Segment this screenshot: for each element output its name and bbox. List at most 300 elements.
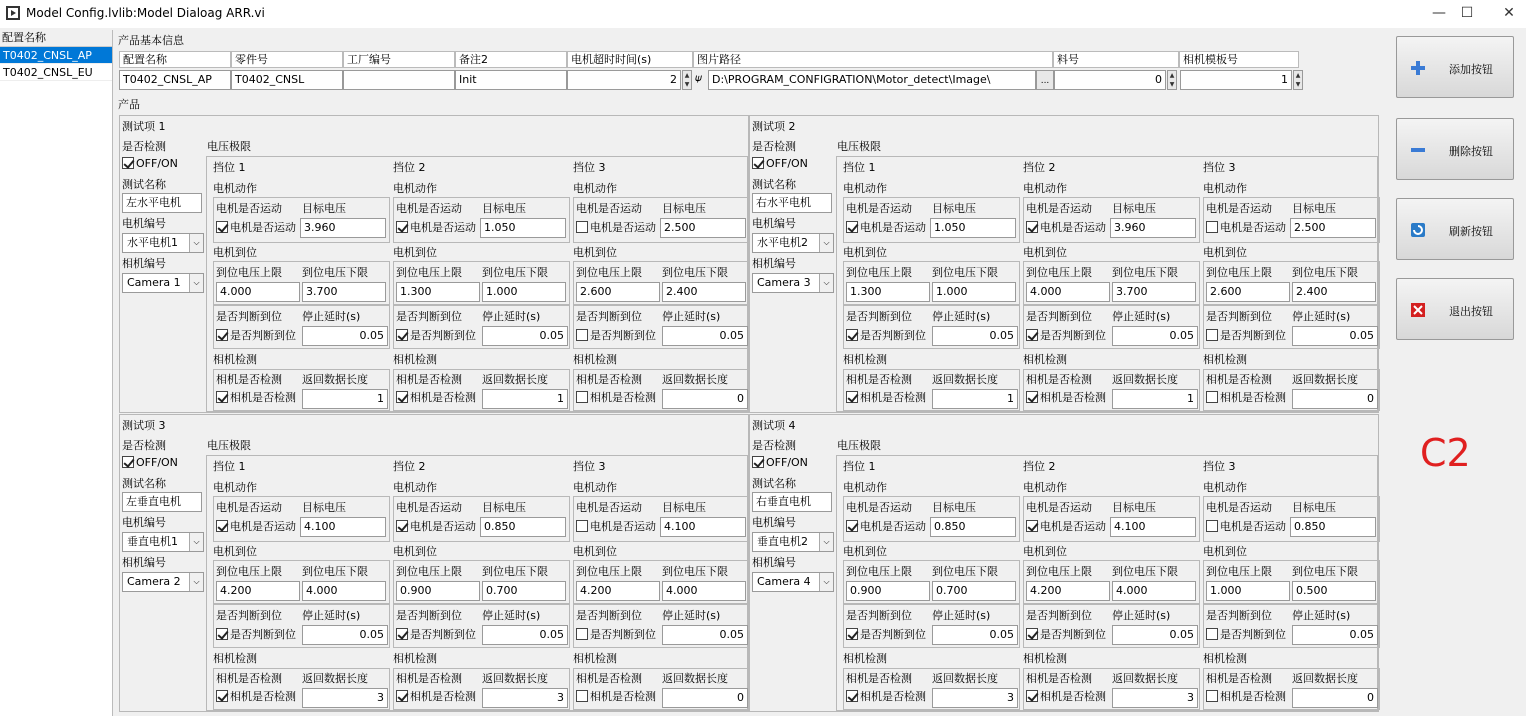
target-voltage-label: 目标电压 xyxy=(662,202,706,215)
test-block xyxy=(119,414,749,712)
window-title: Model Config.lvlib:Model Dialoag ARR.vi xyxy=(26,6,265,20)
target-voltage-field[interactable]: 1.050 xyxy=(480,218,566,238)
minimize-button[interactable]: — xyxy=(1432,5,1446,21)
enable-checkbox-box[interactable] xyxy=(122,456,134,468)
move-checkbox-box[interactable] xyxy=(1026,520,1038,532)
gear-title: 挡位 2 xyxy=(393,161,426,174)
gear-title: 挡位 2 xyxy=(1023,460,1056,473)
cam-checkbox-box[interactable] xyxy=(1026,391,1038,403)
config-list-item[interactable]: T0402_CNSL_AP xyxy=(0,47,112,64)
cam-checkbox[interactable] xyxy=(1026,689,1106,705)
refresh-button-label: 刷新按钮 xyxy=(1449,225,1493,238)
part-no-field[interactable]: T0402_CNSL xyxy=(231,70,343,90)
cam-check-group xyxy=(843,668,1020,710)
judge-group xyxy=(1023,604,1200,648)
cam-no-label: 相机编号 xyxy=(752,257,796,270)
judge-checkbox-box[interactable] xyxy=(846,628,858,640)
move-checkbox[interactable] xyxy=(1206,519,1286,535)
judge-checkbox-box[interactable] xyxy=(216,628,228,640)
target-voltage-label: 目标电压 xyxy=(1112,202,1156,215)
stop-delay-field[interactable]: 0.05 xyxy=(1112,326,1198,346)
lower-label: 到位电压下限 xyxy=(662,266,728,279)
cam-template-field[interactable]: 1 xyxy=(1180,70,1292,90)
judge-checkbox[interactable] xyxy=(846,627,926,643)
move-checkbox-label: 电机是否运动 xyxy=(1040,221,1106,234)
material-field[interactable]: 0 xyxy=(1054,70,1166,90)
lower-voltage-field[interactable]: 2.400 xyxy=(1292,282,1376,302)
move-checkbox-box[interactable] xyxy=(576,221,588,233)
judge-label: 是否判断到位 xyxy=(1026,609,1092,622)
cam-checkbox-label: 相机是否检测 xyxy=(1220,690,1286,703)
return-length-field[interactable]: 0 xyxy=(662,389,748,409)
chevron-down-icon[interactable]: ⌵ xyxy=(819,573,833,591)
lower-label: 到位电压下限 xyxy=(932,266,998,279)
stop-delay-field[interactable]: 0.05 xyxy=(302,326,388,346)
chevron-down-icon[interactable]: ⌵ xyxy=(819,274,833,292)
upper-voltage-field[interactable]: 0.900 xyxy=(396,581,480,601)
enable-checkbox-box[interactable] xyxy=(122,157,134,169)
move-checkbox[interactable] xyxy=(846,519,926,535)
cam-check-label: 相机检测 xyxy=(1023,353,1067,366)
cam-check-label: 相机检测 xyxy=(393,353,437,366)
motor-action-group xyxy=(213,197,390,243)
cam-checkbox[interactable] xyxy=(846,689,926,705)
add-button[interactable] xyxy=(1396,36,1514,98)
upper-label: 到位电压上限 xyxy=(846,266,912,279)
cam-checkbox[interactable] xyxy=(1206,390,1286,406)
gear-title: 挡位 1 xyxy=(843,460,876,473)
config-list-item[interactable]: T0402_CNSL_EU xyxy=(0,64,112,81)
upper-label: 到位电压上限 xyxy=(846,565,912,578)
is-move-label: 电机是否运动 xyxy=(846,501,912,514)
motor-action-group xyxy=(393,496,570,542)
stop-delay-field[interactable]: 0.05 xyxy=(1292,326,1378,346)
ret-len-label: 返回数据长度 xyxy=(302,373,368,386)
upper-voltage-field[interactable]: 4.200 xyxy=(1026,581,1110,601)
move-checkbox-label: 电机是否运动 xyxy=(230,221,296,234)
lower-voltage-field[interactable]: 4.000 xyxy=(1112,581,1196,601)
ret-len-label: 返回数据长度 xyxy=(932,672,998,685)
cam-is-check-label: 相机是否检测 xyxy=(1206,373,1272,386)
enable-checkbox-label: OFF/ON xyxy=(766,157,808,170)
motor-action-group xyxy=(573,197,750,243)
judge-checkbox-box[interactable] xyxy=(396,329,408,341)
gear-title: 挡位 1 xyxy=(213,460,246,473)
judge-label: 是否判断到位 xyxy=(576,609,642,622)
is-move-label: 电机是否运动 xyxy=(396,501,462,514)
move-checkbox[interactable] xyxy=(396,519,476,535)
lower-voltage-field[interactable]: 1.000 xyxy=(482,282,566,302)
move-checkbox-label: 电机是否运动 xyxy=(410,520,476,533)
lower-label: 到位电压下限 xyxy=(662,565,728,578)
delay-label: 停止延时(s) xyxy=(662,310,721,323)
test-name-field[interactable]: 左水平电机 xyxy=(122,193,202,213)
motor-action-group xyxy=(843,496,1020,542)
col-part-no: 零件号 xyxy=(231,51,343,68)
judge-checkbox[interactable] xyxy=(1206,328,1286,344)
move-checkbox[interactable] xyxy=(216,519,296,535)
upper-voltage-field[interactable]: 2.600 xyxy=(576,282,660,302)
judge-checkbox[interactable] xyxy=(396,328,476,344)
upper-label: 到位电压上限 xyxy=(216,266,282,279)
exit-button[interactable] xyxy=(1396,278,1514,340)
timeout-field[interactable]: 2 xyxy=(567,70,681,90)
judge-checkbox[interactable] xyxy=(576,328,656,344)
target-voltage-field[interactable]: 0.850 xyxy=(930,517,1016,537)
chevron-down-icon[interactable]: ⌵ xyxy=(819,234,833,252)
gear-title: 挡位 2 xyxy=(1023,161,1056,174)
move-checkbox-box[interactable] xyxy=(396,520,408,532)
cam-checkbox-label: 相机是否检测 xyxy=(230,391,296,404)
move-checkbox-box[interactable] xyxy=(216,221,228,233)
browse-button[interactable]: ... xyxy=(1036,70,1054,90)
lower-label: 到位电压下限 xyxy=(1112,266,1178,279)
cam-checkbox-box[interactable] xyxy=(576,690,588,702)
gear-title: 挡位 3 xyxy=(1203,460,1236,473)
material-spinner[interactable]: ▲ ▼ xyxy=(1167,70,1177,90)
refresh-button[interactable] xyxy=(1396,198,1514,260)
cam-checkbox[interactable] xyxy=(846,390,926,406)
stop-delay-field[interactable]: 0.05 xyxy=(1292,625,1378,645)
upper-voltage-field[interactable]: 1.300 xyxy=(396,282,480,302)
col-image-path: 图片路径 xyxy=(693,51,1053,68)
config-name-field[interactable]: T0402_CNSL_AP xyxy=(119,70,231,90)
return-length-field[interactable]: 3 xyxy=(1112,688,1198,708)
cam-check-label: 相机检测 xyxy=(1203,353,1247,366)
upper-label: 到位电压上限 xyxy=(1026,266,1092,279)
timeout-spinner[interactable]: ▲ ▼ xyxy=(682,70,692,90)
cam-checkbox[interactable] xyxy=(216,689,296,705)
cam-check-group xyxy=(1203,668,1380,710)
test-name-field[interactable]: 左垂直电机 xyxy=(122,492,202,512)
cam-checkbox-box[interactable] xyxy=(216,690,228,702)
cam-checkbox-box[interactable] xyxy=(1206,391,1218,403)
stop-delay-field[interactable]: 0.05 xyxy=(662,625,748,645)
move-checkbox[interactable] xyxy=(396,220,476,236)
enable-checkbox[interactable] xyxy=(122,455,178,471)
stop-delay-field[interactable]: 0.05 xyxy=(932,326,1018,346)
reach-voltage-group xyxy=(393,261,570,305)
chevron-down-icon[interactable]: ⌵ xyxy=(189,573,203,591)
move-checkbox-box[interactable] xyxy=(846,520,858,532)
stop-delay-field[interactable]: 0.05 xyxy=(482,625,568,645)
lower-voltage-field[interactable]: 4.000 xyxy=(662,581,746,601)
motor-select[interactable] xyxy=(752,532,834,552)
reach-label: 电机到位 xyxy=(393,545,437,558)
judge-checkbox-label: 是否判断到位 xyxy=(1220,628,1286,641)
move-checkbox[interactable] xyxy=(1206,220,1286,236)
judge-checkbox[interactable] xyxy=(216,328,296,344)
judge-label: 是否判断到位 xyxy=(1206,609,1272,622)
judge-checkbox[interactable] xyxy=(1026,328,1106,344)
judge-label: 是否判断到位 xyxy=(846,609,912,622)
cam-checkbox-label: 相机是否检测 xyxy=(1040,690,1106,703)
target-voltage-field[interactable]: 0.850 xyxy=(480,517,566,537)
lower-voltage-field[interactable]: 2.400 xyxy=(662,282,746,302)
maximize-button[interactable]: ☐ xyxy=(1460,5,1474,21)
lower-label: 到位电压下限 xyxy=(302,266,368,279)
test-title: 测试项 2 xyxy=(752,120,796,133)
judge-label: 是否判断到位 xyxy=(1206,310,1272,323)
test-name-field[interactable]: 右水平电机 xyxy=(752,193,832,213)
move-checkbox[interactable] xyxy=(846,220,926,236)
return-length-field[interactable]: 3 xyxy=(932,688,1018,708)
cam-checkbox[interactable] xyxy=(396,390,476,406)
cam-template-spinner[interactable]: ▲ ▼ xyxy=(1293,70,1303,90)
stop-delay-field[interactable]: 0.05 xyxy=(1112,625,1198,645)
judge-checkbox-box[interactable] xyxy=(1206,329,1218,341)
cam-checkbox[interactable] xyxy=(576,689,656,705)
target-voltage-field[interactable]: 4.100 xyxy=(300,517,386,537)
delay-label: 停止延时(s) xyxy=(932,609,991,622)
reach-voltage-group xyxy=(213,261,390,305)
stop-delay-field[interactable]: 0.05 xyxy=(662,326,748,346)
return-length-field[interactable]: 3 xyxy=(302,688,388,708)
image-path-field[interactable]: D:\PROGRAM_CONFIGRATION\Motor_detect\Image\ xyxy=(708,70,1036,90)
target-voltage-field[interactable]: 4.100 xyxy=(1110,517,1196,537)
move-checkbox-box[interactable] xyxy=(846,221,858,233)
cam-checkbox-box[interactable] xyxy=(396,391,408,403)
motor-select[interactable] xyxy=(752,233,834,253)
judge-checkbox[interactable] xyxy=(216,627,296,643)
cam-is-check-label: 相机是否检测 xyxy=(396,373,462,386)
ret-len-label: 返回数据长度 xyxy=(662,373,728,386)
stop-delay-field[interactable]: 0.05 xyxy=(302,625,388,645)
judge-checkbox-box[interactable] xyxy=(1206,628,1218,640)
reach-voltage-group xyxy=(1203,261,1380,305)
upper-voltage-field[interactable]: 1.000 xyxy=(1206,581,1290,601)
target-voltage-field[interactable]: 3.960 xyxy=(300,218,386,238)
move-checkbox-box[interactable] xyxy=(396,221,408,233)
enable-checkbox[interactable] xyxy=(752,455,808,471)
delay-label: 停止延时(s) xyxy=(1292,310,1351,323)
reach-label: 电机到位 xyxy=(1203,545,1247,558)
gear-title: 挡位 3 xyxy=(573,460,606,473)
judge-group xyxy=(213,305,390,349)
motor-action-group xyxy=(1203,496,1380,542)
move-checkbox[interactable] xyxy=(216,220,296,236)
reach-voltage-group xyxy=(1023,560,1200,604)
judge-checkbox-box[interactable] xyxy=(576,628,588,640)
return-length-field[interactable]: 1 xyxy=(932,389,1018,409)
factory-no-field[interactable] xyxy=(343,70,455,90)
enable-checkbox[interactable] xyxy=(122,156,178,172)
reach-voltage-group xyxy=(1203,560,1380,604)
target-voltage-field[interactable]: 4.100 xyxy=(660,517,746,537)
cam-checkbox-box[interactable] xyxy=(1206,690,1218,702)
product-info-title: 产品基本信息 xyxy=(118,34,184,47)
plus-button-label: 添加按钮 xyxy=(1449,63,1493,76)
cam-checkbox-label: 相机是否检测 xyxy=(1220,391,1286,404)
judge-checkbox-box[interactable] xyxy=(396,628,408,640)
voltage-limit-group xyxy=(206,156,748,412)
plus-icon xyxy=(1411,61,1424,74)
return-length-field[interactable]: 0 xyxy=(662,688,748,708)
enable-checkbox-label: OFF/ON xyxy=(136,456,178,469)
move-checkbox[interactable] xyxy=(1026,519,1106,535)
upper-label: 到位电压上限 xyxy=(396,266,462,279)
judge-checkbox-box[interactable] xyxy=(846,329,858,341)
upper-voltage-field[interactable]: 4.000 xyxy=(1026,282,1110,302)
gear-column xyxy=(1203,157,1381,411)
lower-voltage-field[interactable]: 0.700 xyxy=(932,581,1016,601)
chevron-down-icon[interactable]: ⌵ xyxy=(819,533,833,551)
upper-voltage-field[interactable]: 2.600 xyxy=(1206,282,1290,302)
test-block xyxy=(749,414,1379,712)
lower-voltage-field[interactable]: 3.700 xyxy=(302,282,386,302)
lower-voltage-field[interactable]: 0.500 xyxy=(1292,581,1376,601)
motor-action-group xyxy=(213,496,390,542)
camera-select[interactable] xyxy=(122,273,204,293)
cam-checkbox-box[interactable] xyxy=(846,391,858,403)
cam-checkbox[interactable] xyxy=(1026,390,1106,406)
move-checkbox-box[interactable] xyxy=(1206,221,1218,233)
gear-column xyxy=(1203,456,1381,710)
return-length-field[interactable]: 0 xyxy=(1292,389,1378,409)
gear-column xyxy=(393,157,571,411)
upper-label: 到位电压上限 xyxy=(576,565,642,578)
judge-checkbox[interactable] xyxy=(846,328,926,344)
cam-check-group xyxy=(843,369,1020,411)
close-button-label: 退出按钮 xyxy=(1449,305,1493,318)
col-note2: 备注2 xyxy=(455,51,567,68)
note2-field[interactable]: Init xyxy=(455,70,567,90)
delay-label: 停止延时(s) xyxy=(482,609,541,622)
lower-voltage-field[interactable]: 3.700 xyxy=(1112,282,1196,302)
cam-is-check-label: 相机是否检测 xyxy=(1206,672,1272,685)
motor-select[interactable] xyxy=(122,532,204,552)
chevron-down-icon[interactable]: ⌵ xyxy=(189,533,203,551)
move-checkbox-label: 电机是否运动 xyxy=(1040,520,1106,533)
cam-no-label: 相机编号 xyxy=(752,556,796,569)
gear-column xyxy=(573,157,751,411)
target-voltage-field[interactable]: 3.960 xyxy=(1110,218,1196,238)
gear-column xyxy=(843,456,1021,710)
cam-checkbox-box[interactable] xyxy=(846,690,858,702)
delete-button[interactable] xyxy=(1396,118,1514,180)
test-name-field[interactable]: 右垂直电机 xyxy=(752,492,832,512)
judge-checkbox-label: 是否判断到位 xyxy=(410,329,476,342)
upper-voltage-field[interactable]: 1.300 xyxy=(846,282,930,302)
is-move-label: 电机是否运动 xyxy=(1026,501,1092,514)
move-checkbox-box[interactable] xyxy=(576,520,588,532)
upper-voltage-field[interactable]: 4.000 xyxy=(216,282,300,302)
cam-checkbox-box[interactable] xyxy=(1026,690,1038,702)
judge-checkbox-box[interactable] xyxy=(1026,628,1038,640)
delay-label: 停止延时(s) xyxy=(1112,310,1171,323)
target-voltage-field[interactable]: 2.500 xyxy=(660,218,746,238)
target-voltage-field[interactable]: 2.500 xyxy=(1290,218,1376,238)
reach-voltage-group xyxy=(843,560,1020,604)
cam-check-group xyxy=(1023,668,1200,710)
test-title: 测试项 1 xyxy=(122,120,166,133)
cam-checkbox-box[interactable] xyxy=(396,690,408,702)
target-voltage-field[interactable]: 0.850 xyxy=(1290,517,1376,537)
close-window-button[interactable]: ✕ xyxy=(1503,5,1515,21)
judge-checkbox-box[interactable] xyxy=(576,329,588,341)
chevron-down-icon[interactable]: ⌵ xyxy=(189,274,203,292)
return-length-field[interactable]: 0 xyxy=(1292,688,1378,708)
detect-label: 是否检测 xyxy=(752,140,796,153)
move-checkbox[interactable] xyxy=(576,519,656,535)
cam-checkbox-box[interactable] xyxy=(576,391,588,403)
motor-action-label: 电机动作 xyxy=(393,182,437,195)
judge-checkbox[interactable] xyxy=(576,627,656,643)
return-length-field[interactable]: 1 xyxy=(302,389,388,409)
lower-voltage-field[interactable]: 0.700 xyxy=(482,581,566,601)
judge-checkbox[interactable] xyxy=(396,627,476,643)
move-checkbox-box[interactable] xyxy=(1206,520,1218,532)
gear-column xyxy=(843,157,1021,411)
move-checkbox-label: 电机是否运动 xyxy=(410,221,476,234)
move-checkbox[interactable] xyxy=(576,220,656,236)
enable-checkbox-box[interactable] xyxy=(752,157,764,169)
motor-action-label: 电机动作 xyxy=(213,182,257,195)
move-checkbox-box[interactable] xyxy=(1026,221,1038,233)
cam-check-label: 相机检测 xyxy=(843,652,887,665)
cam-check-group xyxy=(1203,369,1380,411)
title-bar xyxy=(0,0,1526,28)
camera-select[interactable] xyxy=(752,273,834,293)
upper-voltage-field[interactable]: 0.900 xyxy=(846,581,930,601)
delay-label: 停止延时(s) xyxy=(482,310,541,323)
voltage-limit-group xyxy=(836,156,1378,412)
lower-voltage-field[interactable]: 1.000 xyxy=(932,282,1016,302)
judge-checkbox-label: 是否判断到位 xyxy=(860,329,926,342)
test-name-label: 测试名称 xyxy=(122,178,166,191)
test-title: 测试项 4 xyxy=(752,419,796,432)
move-checkbox[interactable] xyxy=(1026,220,1106,236)
col-material: 料号 xyxy=(1053,51,1179,68)
motor-select[interactable] xyxy=(122,233,204,253)
config-list-header: 配置名称 xyxy=(0,30,112,47)
judge-checkbox-box[interactable] xyxy=(216,329,228,341)
enable-checkbox-box[interactable] xyxy=(752,456,764,468)
cam-checkbox-box[interactable] xyxy=(216,391,228,403)
judge-checkbox-box[interactable] xyxy=(1026,329,1038,341)
gear-title: 挡位 3 xyxy=(573,161,606,174)
cam-checkbox[interactable] xyxy=(1206,689,1286,705)
stop-delay-field[interactable]: 0.05 xyxy=(482,326,568,346)
cam-checkbox[interactable] xyxy=(396,689,476,705)
motor-select-value: 垂直电机2 xyxy=(757,535,808,548)
cam-checkbox[interactable] xyxy=(216,390,296,406)
camera-select[interactable] xyxy=(752,572,834,592)
judge-checkbox[interactable] xyxy=(1206,627,1286,643)
chevron-down-icon[interactable]: ⌵ xyxy=(189,234,203,252)
upper-voltage-field[interactable]: 4.200 xyxy=(576,581,660,601)
judge-checkbox[interactable] xyxy=(1026,627,1106,643)
enable-checkbox-label: OFF/ON xyxy=(136,157,178,170)
enable-checkbox[interactable] xyxy=(752,156,808,172)
lower-voltage-field[interactable]: 4.000 xyxy=(302,581,386,601)
camera-select[interactable] xyxy=(122,572,204,592)
cam-no-label: 相机编号 xyxy=(122,257,166,270)
upper-voltage-field[interactable]: 4.200 xyxy=(216,581,300,601)
reach-voltage-group xyxy=(573,560,750,604)
judge-group xyxy=(393,305,570,349)
stop-delay-field[interactable]: 0.05 xyxy=(932,625,1018,645)
return-length-field[interactable]: 3 xyxy=(482,688,568,708)
cam-checkbox-label: 相机是否检测 xyxy=(1040,391,1106,404)
target-voltage-field[interactable]: 1.050 xyxy=(930,218,1016,238)
move-checkbox-box[interactable] xyxy=(216,520,228,532)
reach-label: 电机到位 xyxy=(843,545,887,558)
return-length-field[interactable]: 1 xyxy=(482,389,568,409)
cam-checkbox[interactable] xyxy=(576,390,656,406)
cam-is-check-label: 相机是否检测 xyxy=(576,672,642,685)
return-length-field[interactable]: 1 xyxy=(1112,389,1198,409)
